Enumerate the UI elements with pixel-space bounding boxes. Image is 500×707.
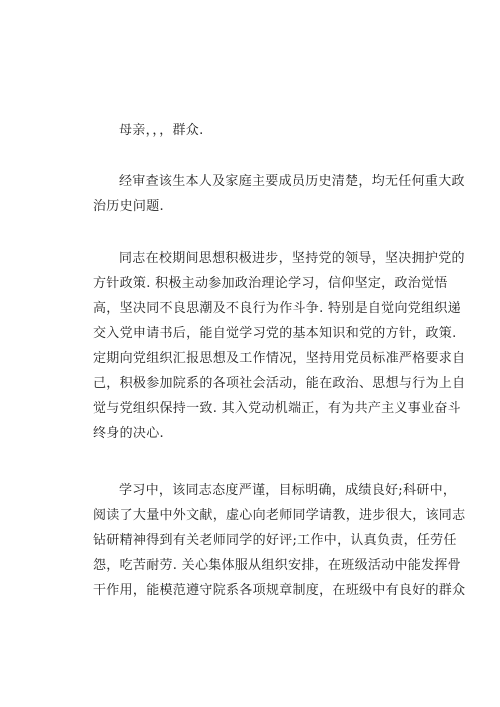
text-line: 己，积极参加院系的各项社会活动，能在政治、思想与行为上自 [93, 376, 466, 391]
text-line: 干作用，能模范遵守院系各项规章制度，在班级中有良好的群众 [93, 583, 466, 598]
text-line: 经审查该生本人及家庭主要成员历史清楚，均无任何重大政 [119, 174, 465, 189]
paragraph-study-and-work [93, 478, 466, 603]
paragraph-history-review [93, 169, 465, 219]
text-line: 同志在校期间思想积极进步，坚持党的领导，坚决拥护党的 [119, 251, 465, 266]
text-line: 治历史问题. [93, 199, 164, 214]
text-line: 钻研精神得到有关老师同学的好评;工作中，认真负责，任劳任 [93, 533, 457, 548]
text-line: 觉与党组织保持一致. 其入党动机端正，有为共产主义事业奋斗 [93, 401, 461, 416]
paragraph-family-members [93, 118, 433, 143]
text-line: 定期向党组织汇报思想及工作情况，坚持用党员标准严格要求自 [93, 351, 466, 366]
text-line: 母亲，，，群众. [119, 123, 204, 138]
text-line: 阅读了大量中外文献，虚心向老师同学请教，进步很大，该同志 [93, 508, 466, 523]
text-line: 高，坚决同不良思潮及不良行为作斗争. 特别是自觉向党组织递 [93, 301, 461, 316]
text-line: 怨，吃苦耐劳. 关心集体服从组织安排，在班级活动中能发挥骨 [93, 558, 461, 573]
paragraph-political-performance [93, 246, 466, 446]
text-line: 终身的决心. [93, 426, 164, 441]
text-line: 学习中，该同志态度严谨，目标明确，成绩良好;科研中， [119, 483, 457, 498]
text-line: 方针政策. 积极主动参加政治理论学习，信仰坚定，政治觉悟 [93, 276, 448, 291]
text-line: 交入党申请书后，能自觉学习党的基本知识和党的方针，政策. [93, 326, 457, 341]
